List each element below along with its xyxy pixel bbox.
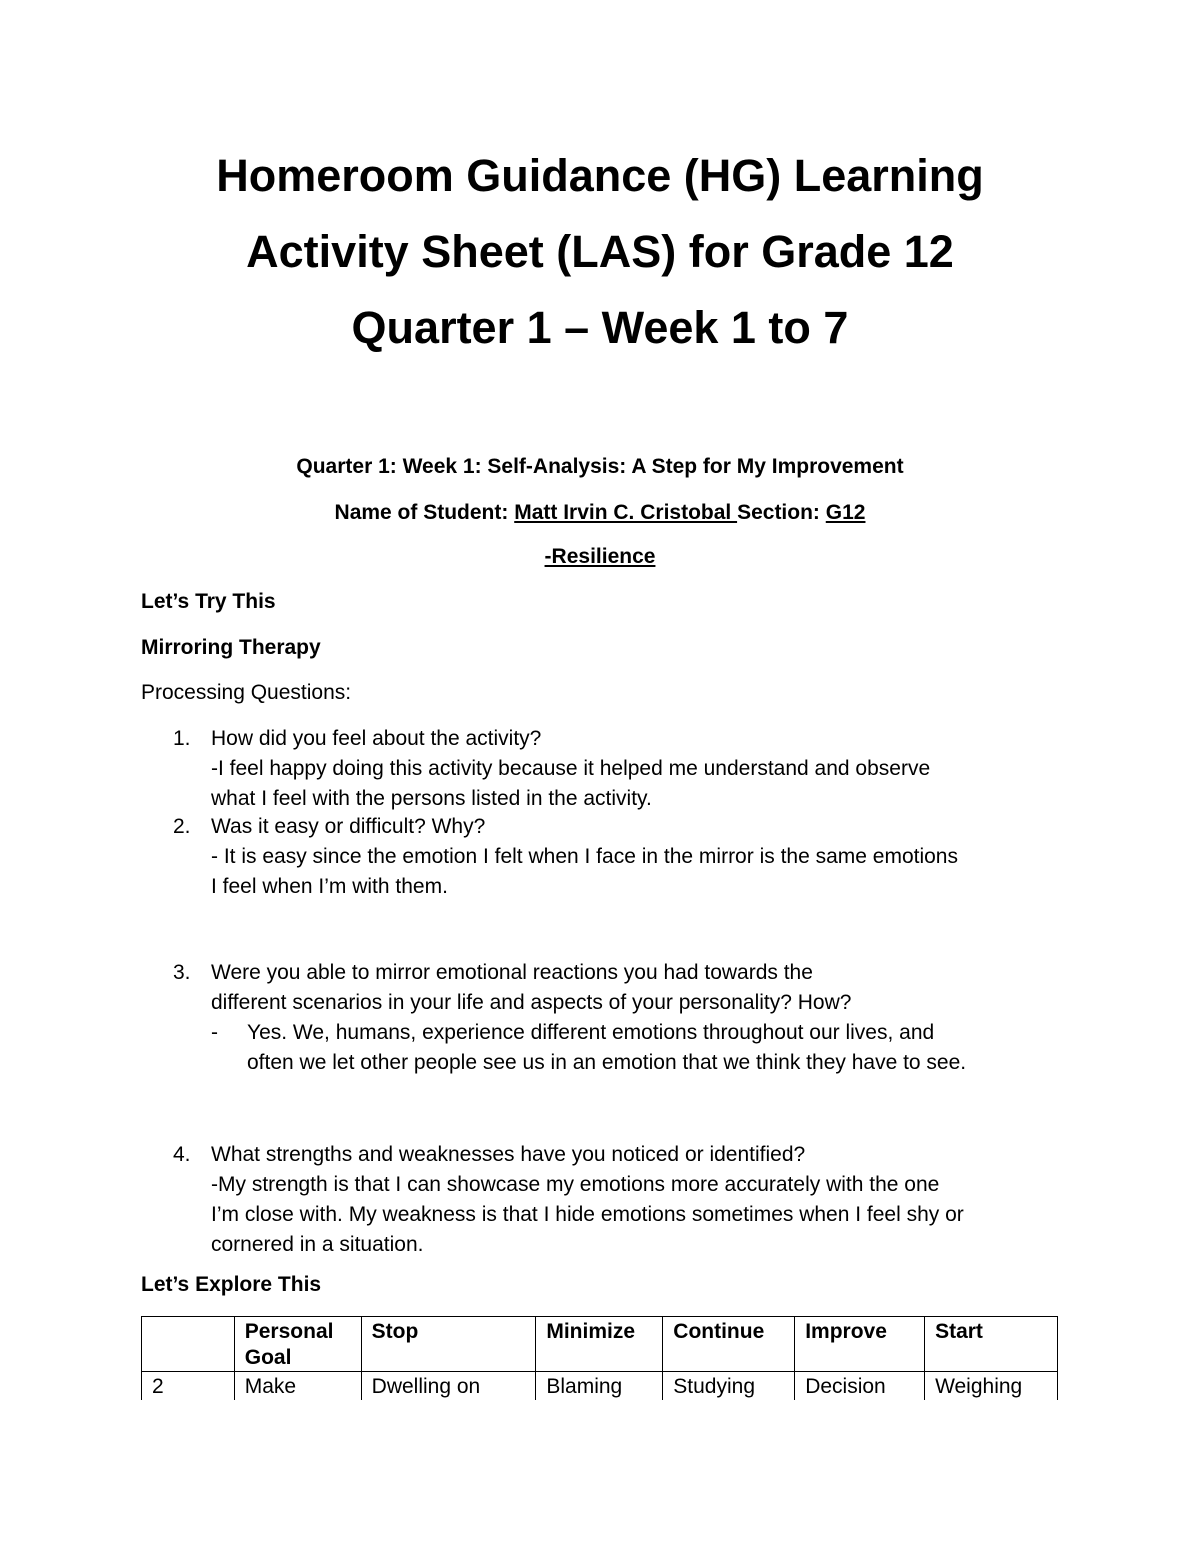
answer-line: -I feel happy doing this activity because it helped me understand and observe	[211, 757, 931, 780]
question-number: 2.	[173, 815, 191, 838]
table-header-cell: Stop	[361, 1317, 536, 1372]
question-number: 4.	[173, 1143, 191, 1166]
lets-explore-heading: Let’s Explore This	[141, 1273, 322, 1296]
answer-line: - It is easy since the emotion I felt when I face in the mirror is the same emotions	[211, 845, 958, 868]
table-cell: 2	[142, 1372, 235, 1401]
table-header-cell	[142, 1317, 235, 1372]
table-cell: Dwelling on	[361, 1372, 536, 1401]
table-header-cell: Minimize	[536, 1317, 663, 1372]
question-number: 3.	[173, 961, 191, 984]
student-name: Matt Irvin C. Cristobal	[514, 501, 738, 524]
section-label: Section:	[737, 501, 820, 524]
title-line-2: Activity Sheet (LAS) for Grade 12	[246, 226, 954, 277]
table-row	[142, 1372, 1058, 1401]
question-text: Were you able to mirror emotional reactions you had towards the	[211, 961, 813, 984]
question-text-continued: different scenarios in your life and aspects of your personality? How?	[211, 991, 852, 1014]
week-heading: Quarter 1: Week 1: Self-Analysis: A Step for My Improvement	[296, 455, 904, 478]
answer-line: often we let other people see us in an emotion that we think they have to see.	[247, 1051, 967, 1074]
table-header-cell: Start	[925, 1317, 1058, 1372]
table-cell: Blaming	[536, 1372, 663, 1401]
student-info-line	[0, 501, 1200, 525]
table-cell: Make	[234, 1372, 361, 1401]
question-text: How did you feel about the activity?	[211, 727, 542, 750]
answer-bullet: -	[211, 1021, 218, 1044]
question-text: What strengths and weaknesses have you noticed or identified?	[211, 1143, 806, 1166]
lets-try-heading: Let’s Try This	[141, 590, 276, 613]
answer-line: I feel when I’m with them.	[211, 875, 448, 898]
table-header-row	[142, 1317, 1058, 1372]
answer-line: I’m close with. My weakness is that I hide emotions sometimes when I feel shy or	[211, 1203, 964, 1226]
activity-name: Mirroring Therapy	[141, 636, 321, 659]
name-label: Name of Student:	[334, 501, 509, 524]
section-value: G12	[825, 501, 866, 524]
table-cell: Weighing	[925, 1372, 1058, 1401]
answer-line: what I feel with the persons listed in the activity.	[211, 787, 652, 810]
answer-line: -My strength is that I can showcase my emotions more accurately with the one	[211, 1173, 940, 1196]
section-value-continued: -Resilience	[544, 545, 656, 568]
title-line-1: Homeroom Guidance (HG) Learning	[216, 150, 984, 201]
title-line-3: Quarter 1 – Week 1 to 7	[351, 302, 849, 353]
question-number: 1.	[173, 727, 191, 750]
document-title	[0, 138, 1200, 366]
table-cell: Studying	[663, 1372, 795, 1401]
answer-line: cornered in a situation.	[211, 1233, 424, 1256]
table-header-cell: Personal Goal	[234, 1317, 361, 1372]
table-header-cell: Continue	[663, 1317, 795, 1372]
processing-questions-label: Processing Questions:	[141, 681, 352, 704]
answer-line: Yes. We, humans, experience different emotions throughout our lives, and	[247, 1021, 935, 1044]
question-text: Was it easy or difficult? Why?	[211, 815, 486, 838]
table-cell: Decision	[795, 1372, 925, 1401]
explore-table	[141, 1316, 1058, 1400]
table-header-cell: Improve	[795, 1317, 925, 1372]
